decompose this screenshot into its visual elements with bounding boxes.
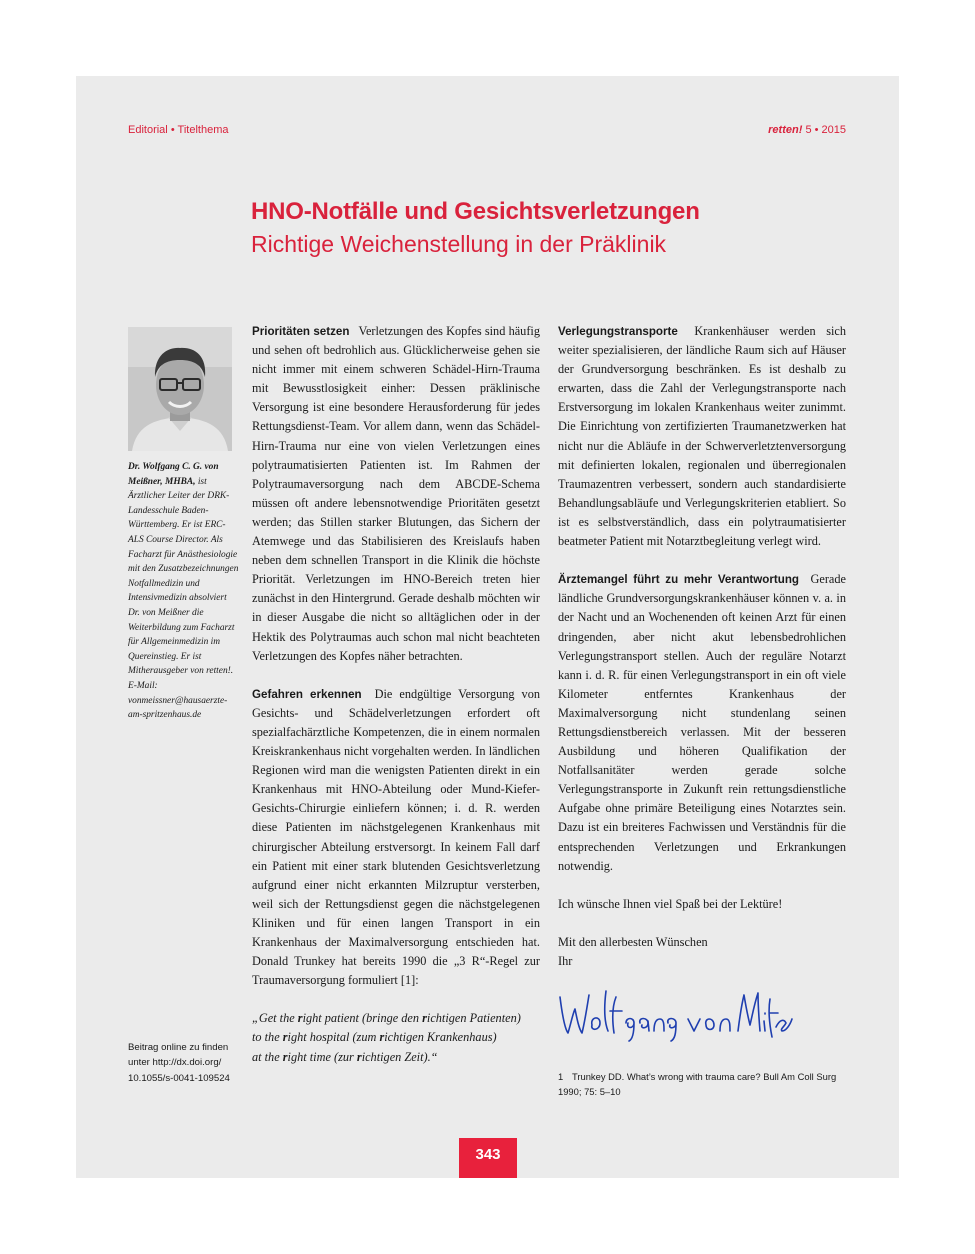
page-panel bbox=[76, 76, 899, 1178]
running-header-left bbox=[128, 124, 228, 136]
section-body: Verletzungen des Kopfes sind häufig und sehen oft bedrohlich aus. Glücklicherweise gehen sie nicht immer mit einem schweren Schädel-Hirn-Trauma mit Bewusstlosigkeit einher: Dessen präklinische Versorgung ist eine besondere Herausforderung für jedes Rettungsdienst-Team. Vor allem dann, wenn das Schädel-Hirn-Trauma nur eine von vielen Verletzungen eines polytraumatisierten Patienten ist. Im Rahmen der Polytraumaversorgung nach dem ABCDE-Schema müssen oft andere lebensnotwendige Prioritäten gesetzt werden; das Stillen starker Blutungen, das Sichern der Atemwege und das Stabilisieren des Kreislaufs haben neben dem schnellen Transport in die Klinik die höchste Priorität. Verletzungen im HNO-Bereich treten hier zunächst in den Hintergrund. Gerade deshalb möchten wir in dieser Ausgabe die nicht so alltäglichen oder in der Hektik des Polytraumas auch schon mal nicht beachteten Verletzungen des Kopfes näher betrachten. bbox=[252, 324, 540, 663]
quote-line-1: „Get the right patient (bringe den richtigen Patienten) bbox=[252, 1011, 521, 1026]
section-aerztemangel bbox=[558, 570, 846, 876]
author-bio bbox=[128, 460, 240, 723]
section-body: Krankenhäuser werden sich weiter spezialisieren, der ländliche Raum sich auf Häuser der Grundversorgung beschränken. Es ist deshalb zu erwarten, dass die Zahl der Verlegungstransporte nach Erstversorgung im lokalen Krankenhaus weiter zunimmt. Die Einrichtung von zertifizierten Traumanetzwerken hat nicht nur die Abläufe in der Schwerverletztenversorgung mit definierten lokalen, regionalen und überregionalen Traumazentren verbessert, sondern auch standardisierte Behandlungsabläufe und Verlegungskriterien etabliert. So ist es selbstverständlich, dass ein polytraumatisierter beatmeter Patient mit Notarztbegleitung verlegt wird. bbox=[558, 324, 846, 549]
section-verlegungstransporte bbox=[558, 322, 846, 551]
article-title: HNO-Notfälle und Gesichtsverletzungen bbox=[251, 198, 700, 225]
online-line-1: Beitrag online zu finden bbox=[128, 1042, 229, 1053]
author-bio-text: ist Ärztlicher Leiter der DRK-Landesschule Baden-Württemberg. Er ist ERC-ALS Course Director. Als Facharzt für Anästhesiologie mit den Zusatzbezeichnungen Notfallmedizin und Intensivmedizin absolviert Dr. von Meißner die Weiterbildung zum Facharzt für Allgemeinmedizin im Quereinstieg. Er ist Mitherausgeber von retten!. bbox=[128, 476, 239, 677]
section-body: Gerade ländliche Grundversorgungskrankenhäuser können v. a. in der Nacht und an Wochenenden oft keinen Arzt für einen dringenden, aber nicht akut lebensbedrohlichen Verlegungstransport stellen. Auch der reguläre Notarzt kann i. d. R. für einen Verlegungstransport in ein oft viele Kilometer entferntes Krankenhaus der Maximalversorgung nicht stundenlang seinen Rettungsdienstbereich verlassen. Mit der besseren Ausbildung und höheren Qualifikation der Notfallsanitäter werden gerade solche Verlegungstransporte in Zukunft rein rettungsdienstliche Aufgabe ohne primäre Beteiligung eines Notarztes sein. Dazu ist ein breiteres Fachwissen und Verständnis für die entsprechenden Verletzungen und Erkrankungen notwendig. bbox=[558, 572, 846, 873]
online-reference bbox=[128, 1040, 243, 1086]
section-heading: Gefahren erkennen bbox=[252, 687, 362, 701]
section-heading: Verlegungstransporte bbox=[558, 325, 678, 338]
header-bullet: • bbox=[170, 124, 175, 136]
closing-wish: Ich wünsche Ihnen viel Spaß bei der Lektüre! bbox=[558, 896, 783, 911]
footnote-number: 1 bbox=[558, 1071, 564, 1082]
online-line-3[interactable]: 10.1055/s-0041-109524 bbox=[128, 1072, 230, 1084]
running-header-right bbox=[768, 124, 846, 136]
closing-yours: Ihr bbox=[558, 954, 573, 969]
page-number: 343 bbox=[459, 1138, 517, 1178]
section-heading: Ärztemangel führt zu mehr Verantwortung bbox=[558, 573, 799, 587]
header-section: Editorial bbox=[128, 124, 168, 136]
section-gefahren bbox=[252, 685, 540, 991]
quote-line-2: to the right hospital (zum richtigen Krankenhaus) bbox=[252, 1030, 497, 1045]
text-column-right bbox=[558, 322, 846, 1049]
section-prioritaeten bbox=[252, 322, 540, 666]
footnote-text: Trunkey DD. What’s wrong with trauma care? Bull Am Coll Surg 1990; 75: 5–10 bbox=[558, 1071, 837, 1097]
text-column-left bbox=[252, 322, 540, 1067]
quote-line-3: at the right time (zur richtigen Zeit).“ bbox=[252, 1049, 438, 1064]
author-photo bbox=[128, 327, 232, 451]
issue-label: 5 • 2015 bbox=[805, 124, 846, 136]
journal-name: retten! bbox=[768, 124, 803, 136]
section-body: Die endgültige Versorgung von Gesichts- und Schädelverletzungen erfordert oft spezialfachärztliche Kompetenzen, die in einem normalen Kreiskrankenhaus nicht vorgehalten werden. In ländlichen Regionen wird man die wenigsten Patienten direkt in ein Krankenhaus mit HNO-Abteilung oder Mund-Kiefer-Gesichts-Chirurgie einliefern können; i. d. R. werden diese Patienten im nächstgelegenen Krankenhaus mit chirurgischer Abteilung erstversorgt. In keinem Fall darf ein Patient mit einer stark blutenden Gesichtsverletzung aufgrund einer nicht erkannten Milzruptur versterben, weil sich der Rettungsdienst gegen die nächstgelegenen Kliniken und für einen langen Transport in ein Krankenhaus der Maximalversorgung entschieden hat. Donald Trunkey hat bereits 1990 die „3 R“-Regel zur Traumaversorgung formuliert [1]: bbox=[252, 686, 540, 988]
footnote bbox=[558, 1069, 858, 1099]
header-topic: Titelthema bbox=[177, 124, 229, 136]
author-email[interactable]: E-Mail: vonmeissner@hausaerzte-am-spritzenhaus.de bbox=[128, 680, 228, 721]
handwritten-signature bbox=[556, 983, 796, 1043]
closing-regards: Mit den allerbesten Wünschen bbox=[558, 935, 708, 949]
author-name: Dr. Wolfgang C. G. von Meißner, MHBA, bbox=[128, 462, 219, 487]
online-line-2[interactable]: unter http://dx.doi.org/ bbox=[128, 1057, 222, 1069]
article-subtitle: Richtige Weichenstellung in der Präklinik bbox=[251, 231, 667, 257]
section-heading: Prioritäten setzen bbox=[252, 325, 350, 338]
author-portrait-image bbox=[128, 327, 232, 451]
three-r-quote bbox=[252, 1009, 540, 1066]
